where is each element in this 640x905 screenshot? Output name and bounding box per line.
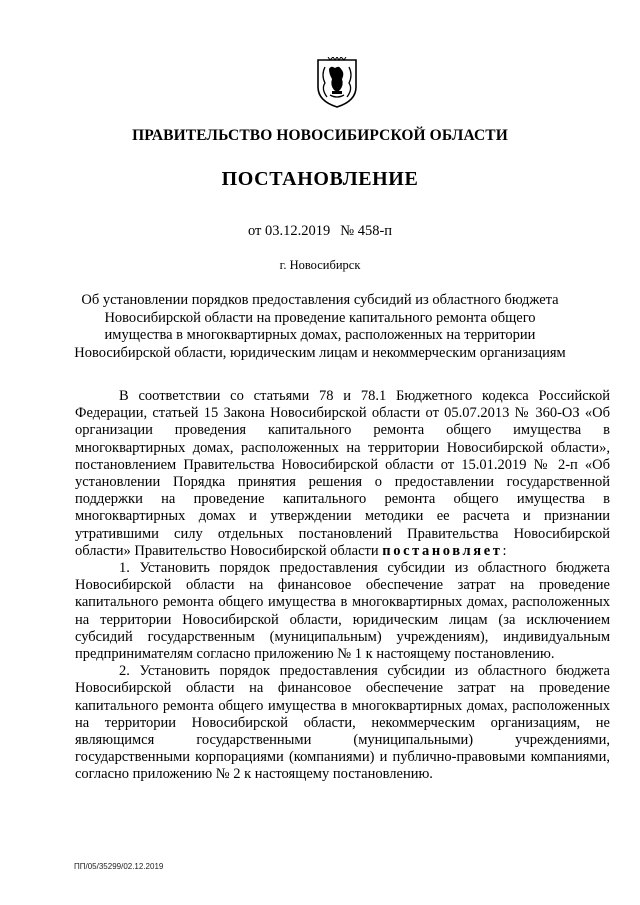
preamble-text: В соответствии со статьями 78 и 78.1 Бюджетного кодекса Российской Федерации, статьей 15 Закона Новосибирской области от 05.07.2013 № 360-ОЗ «Об организации проведения капитального ремонта общего имущества в многоквартирных домах, расположенных на территории Новосибирской области», постановлением Правительства Новосибирской области от 15.01.2019 № 2-п «Об установлении Порядка принятия решения о предоставлении государственной поддержки на проведение капитального ремонта общего имущества в многоквартирных домах и утверждении методики ее расчета и признании утратившими силу отдельных постановлений Правительства Новосибирской области» Правительство Новосибирской области <box>75 388 610 559</box>
item-paragraph-2: 2. Установить порядок предоставления субсидии из областного бюджета Новосибирской области на финансовое обеспечение затрат на проведение капитального ремонта общего имущества в многоквартирных домах, расположенных на территории Новосибирской области, некоммерческим организациям, не являющимся государственными (муниципальными) учреждениями, государственными корпорациями (компаниями) и публично-правовыми компаниями, согласно приложению № 2 к настоящему постановлению. <box>75 663 610 783</box>
document-body <box>75 388 610 784</box>
document-type: ПОСТАНОВЛЕНИЕ <box>221 168 419 190</box>
item-paragraph-1: 1. Установить порядок предоставления субсидии из областного бюджета Новосибирской области на финансовое обеспечение затрат на проведение капитального ремонта общего имущества в многоквартирных домах, расположенных на территории Новосибирской области, юридическим лицам (за исключением субсидий государственным (муниципальным) учреждениям), индивидуальным предпринимателям согласно приложению № 1 к настоящему постановлению. <box>75 560 610 663</box>
organization-name: ПРАВИТЕЛЬСТВО НОВОСИБИРСКОЙ ОБЛАСТИ <box>132 127 508 144</box>
document-footer-code: ПП/05/35299/02.12.2019 <box>74 862 164 871</box>
document-date-number <box>0 223 640 240</box>
document-number: № 458-п <box>340 223 393 239</box>
coat-of-arms-icon <box>315 57 359 109</box>
preamble-paragraph: В соответствии со статьями 78 и 78.1 Бюджетного кодекса Российской Федерации, статьей 15 Закона Новосибирской области от 05.07.2013 № 360-ОЗ «Об организации проведения капитального ремонта общего имущества в многоквартирных домах, расположенных на территории Новосибирской области», постановлением Правительства Новосибирской области от 15.01.2019 № 2-п «Об установлении Порядка принятия решения о предоставлении государственной поддержки на проведение капитального ремонта общего имущества в многоквартирных домах и утверждении методики ее расчета и признании утратившими силу отдельных постановлений Правительства Новосибирской области» Правительство Новосибирской области постановляет: <box>75 388 610 559</box>
document-city: г. Новосибирск <box>279 258 361 272</box>
resolves-word: постановляет <box>382 542 503 559</box>
document-title: Об установлении порядков предоставления субсидий из областного бюджета Новосибирской области на проведение капитального ремонта общего имущества в многоквартирных домах, расположенных на территории Новосибирской области, юридическим лицам и некоммерческим организациям <box>74 292 566 361</box>
document-date: от 03.12.2019 <box>247 223 331 239</box>
